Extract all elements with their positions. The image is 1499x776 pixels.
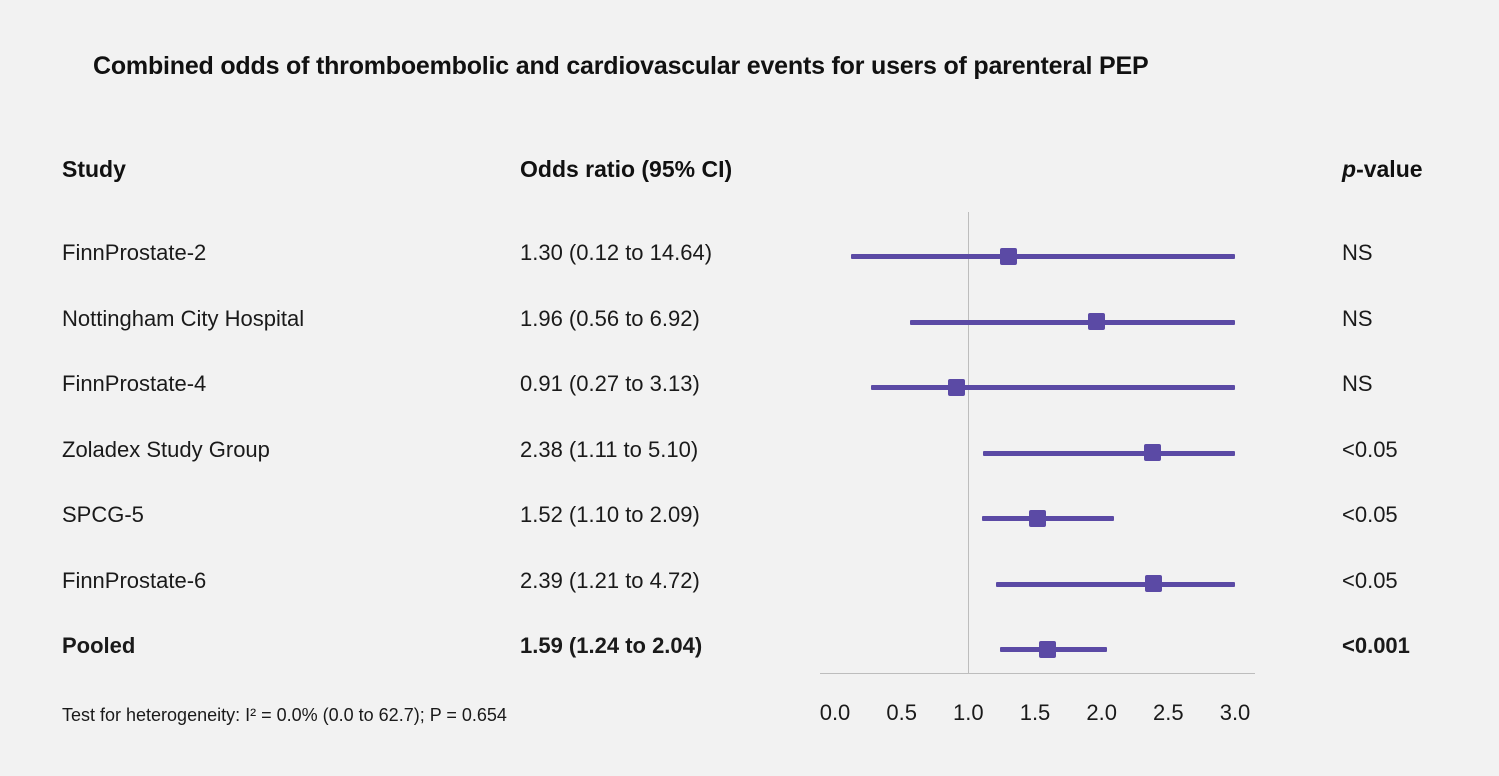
row-p-value: <0.05 (1342, 502, 1398, 527)
row-odds-ratio-text: 2.39 (1.21 to 4.72) (520, 567, 700, 593)
row-odds-ratio-text: 1.52 (1.10 to 2.09) (520, 502, 700, 527)
confidence-interval-bar (996, 582, 1235, 587)
row-odds-ratio-text: 1.96 (0.56 to 6.92) (520, 305, 700, 331)
effect-estimate-marker (1088, 313, 1105, 330)
row-study-label: Nottingham City Hospital (62, 305, 305, 331)
table-row (0, 371, 1499, 401)
table-row (0, 633, 1499, 663)
x-tick-label: 3.0 (1219, 700, 1251, 725)
column-header-study: Study (62, 156, 126, 182)
row-study-label: SPCG-5 (62, 502, 144, 527)
table-row (0, 240, 1499, 270)
row-study-label: FinnProstate-4 (62, 371, 207, 396)
x-axis-tick-labels (820, 700, 1280, 730)
table-row (0, 502, 1499, 532)
row-odds-ratio-text: 0.91 (0.27 to 3.13) (520, 371, 700, 396)
effect-estimate-marker (1029, 510, 1046, 527)
effect-estimate-marker (1144, 444, 1161, 461)
x-tick-label: 2.5 (1153, 700, 1184, 725)
x-axis-line (820, 673, 1255, 674)
x-tick-label: 0.5 (886, 700, 917, 725)
row-study-label: FinnProstate-6 (62, 567, 207, 593)
row-p-value: NS (1342, 371, 1373, 396)
confidence-interval-bar (910, 320, 1235, 325)
row-odds-ratio-text: 2.38 (1.11 to 5.10) (520, 436, 699, 462)
x-tick-label: 0.0 (819, 700, 851, 725)
row-odds-ratio-text: 1.30 (0.12 to 14.64) (520, 240, 713, 265)
effect-estimate-marker (948, 379, 965, 396)
row-study-label: Zoladex Study Group (62, 436, 270, 462)
figure-title: Combined odds of thromboembolic and cardiovascular events for users of parenteral PEP (93, 52, 1149, 80)
confidence-interval-bar (851, 254, 1235, 259)
confidence-interval-bar (982, 516, 1114, 521)
effect-estimate-marker (1039, 641, 1056, 658)
table-row (0, 437, 1499, 467)
p-suffix: -value (1356, 156, 1423, 182)
x-tick-label: 1.0 (953, 700, 984, 725)
confidence-interval-bar (871, 385, 1235, 390)
table-row (0, 306, 1499, 336)
x-tick-label: 2.0 (1086, 700, 1117, 725)
heterogeneity-footnote: Test for heterogeneity: I² = 0.0% (0.0 to 62.7); P = 0.654 (62, 705, 507, 725)
row-p-value: NS (1342, 240, 1373, 265)
null-effect-line (968, 212, 969, 674)
effect-estimate-marker (1145, 575, 1162, 592)
x-tick-label: 1.5 (1019, 700, 1051, 725)
row-study-label: Pooled (62, 633, 136, 658)
row-p-value: <0.05 (1342, 567, 1398, 593)
row-p-value: NS (1342, 305, 1373, 331)
row-p-value: <0.05 (1342, 436, 1398, 462)
row-study-label: FinnProstate-2 (62, 240, 207, 265)
row-p-value: <0.001 (1342, 633, 1410, 658)
row-odds-ratio-text: 1.59 (1.24 to 2.04) (520, 633, 703, 658)
confidence-interval-bar (983, 451, 1235, 456)
effect-estimate-marker (1000, 248, 1017, 265)
p-italic: p (1342, 156, 1357, 182)
column-header-p-value (1342, 156, 1423, 183)
forest-plot-area (820, 212, 1255, 674)
table-row (0, 568, 1499, 598)
column-header-odds-ratio: Odds ratio (95% CI) (520, 156, 733, 182)
